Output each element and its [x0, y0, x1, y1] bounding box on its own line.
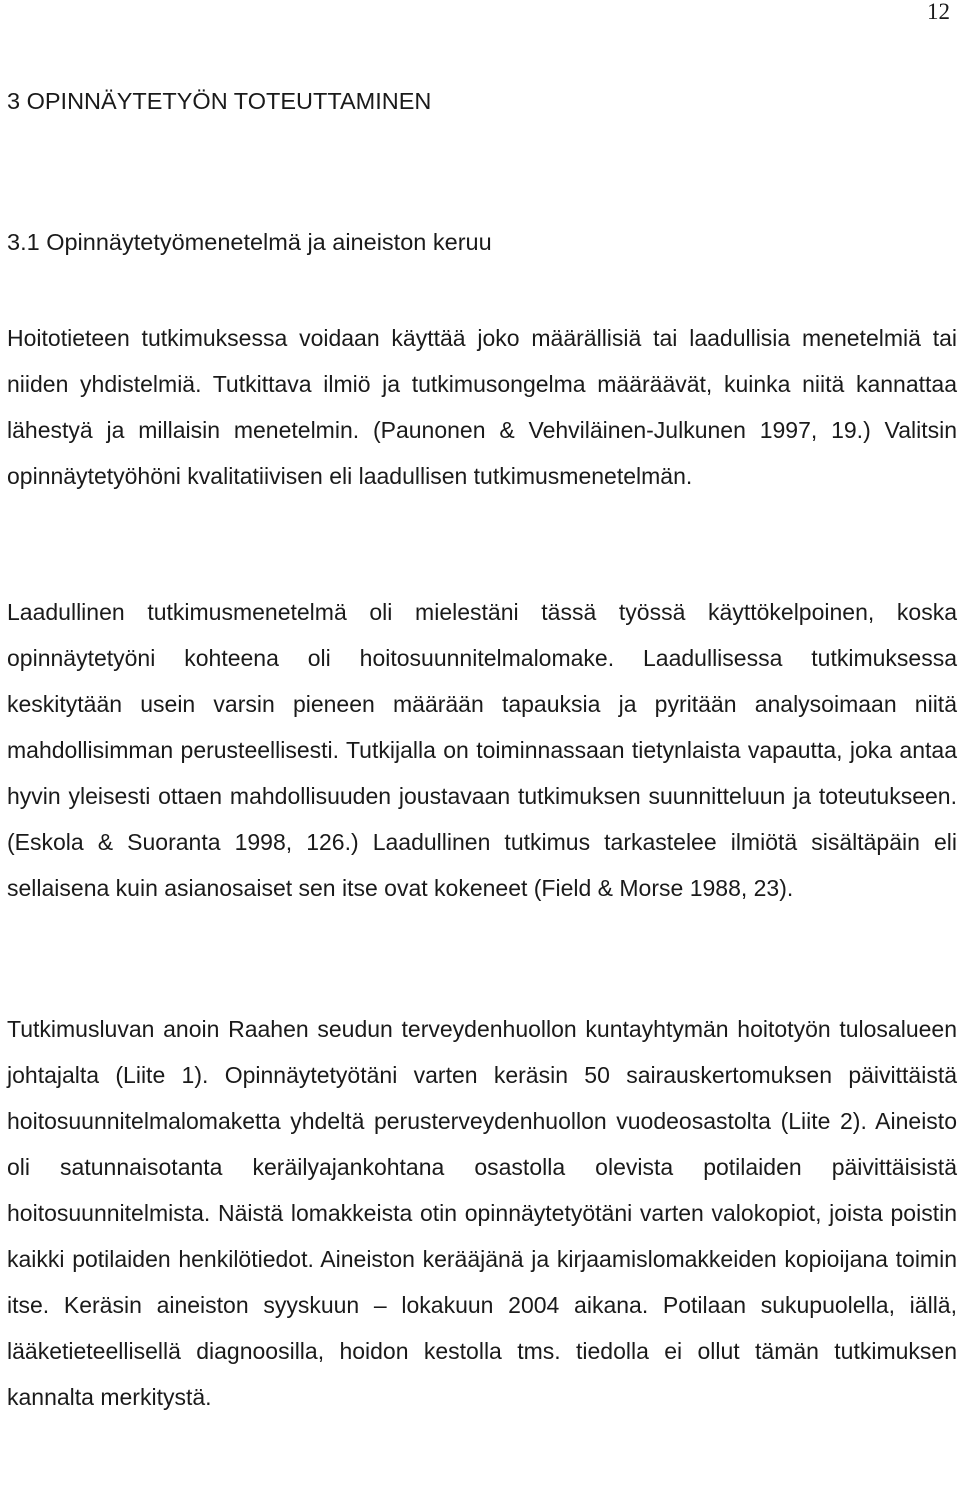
body-paragraph-1: Hoitotieteen tutkimuksessa voidaan käyttää joko määrällisiä tai laadullisia menetelmiä tai niiden yhdistelmiä. Tutkittava ilmiö ja tutkimusongelma määräävät, kuinka niitä kannattaa lähestyä ja millaisin menetelmin. (Paunonen & Vehviläinen-Julkunen 1997, 19.) Valitsin opinnäytetyöhöni kvalitatiivisen eli laadullisen tutkimusmenetelmän. [7, 325, 957, 489]
section-heading: 3.1 Opinnäytetyömenetelmä ja aineiston keruu [7, 229, 492, 255]
body-paragraph-2: Laadullinen tutkimusmenetelmä oli mielestäni tässä työssä käyttökelpoinen, koska opinnäytetyöni kohteena oli hoitosuunnitelmalomake. Laadullisessa tutkimuksessa keskitytään usein varsin pieneen määrään tapauksia ja pyritään analysoimaan niitä mahdollisimman perusteellisesti. Tutkijalla on toiminnassaan tietynlaista vapautta, joka antaa hyvin yleisesti ottaen mahdollisuuden joustavaan tutkimuksen suunnitteluun ja toteutukseen. (Eskola & Suoranta 1998, 126.) Laadullinen tutkimus tarkastelee ilmiötä sisältäpäin eli sellaisena kuin asianosaiset sen itse ovat kokeneet (Field & Morse 1988, 23). [7, 599, 957, 901]
chapter-heading: 3 OPINNÄYTETYÖN TOTEUTTAMINEN [7, 88, 432, 114]
page-number: 12 [927, 0, 950, 24]
body-paragraph-3: Tutkimusluvan anoin Raahen seudun terveydenhuollon kuntayhtymän hoitotyön tulosalueen johtajalta (Liite 1). Opinnäytetyötäni varten keräsin 50 sairauskertomuksen päivittäistä hoitosuunnitelmalomaketta yhdeltä perusterveydenhuollon vuodeosastolta (Liite 2). Aineisto oli satunnaisotanta keräilyajankohtana osastolla olevista potilaiden päivittäisistä hoitosuunnitelmista. Näistä lomakkeista otin opinnäytetyötäni varten valokopiot, joista poistin kaikki potilaiden henkilötiedot. Aineiston kerääjänä ja kirjaamislomakkeiden kopioijana toimin itse. Keräsin aineiston syyskuun – lokakuun 2004 aikana. Potilaan sukupuolella, iällä, lääketieteellisellä diagnoosilla, hoidon kestolla tms. tiedolla ei ollut tämän tutkimuksen kannalta merkitystä. [7, 1016, 957, 1410]
